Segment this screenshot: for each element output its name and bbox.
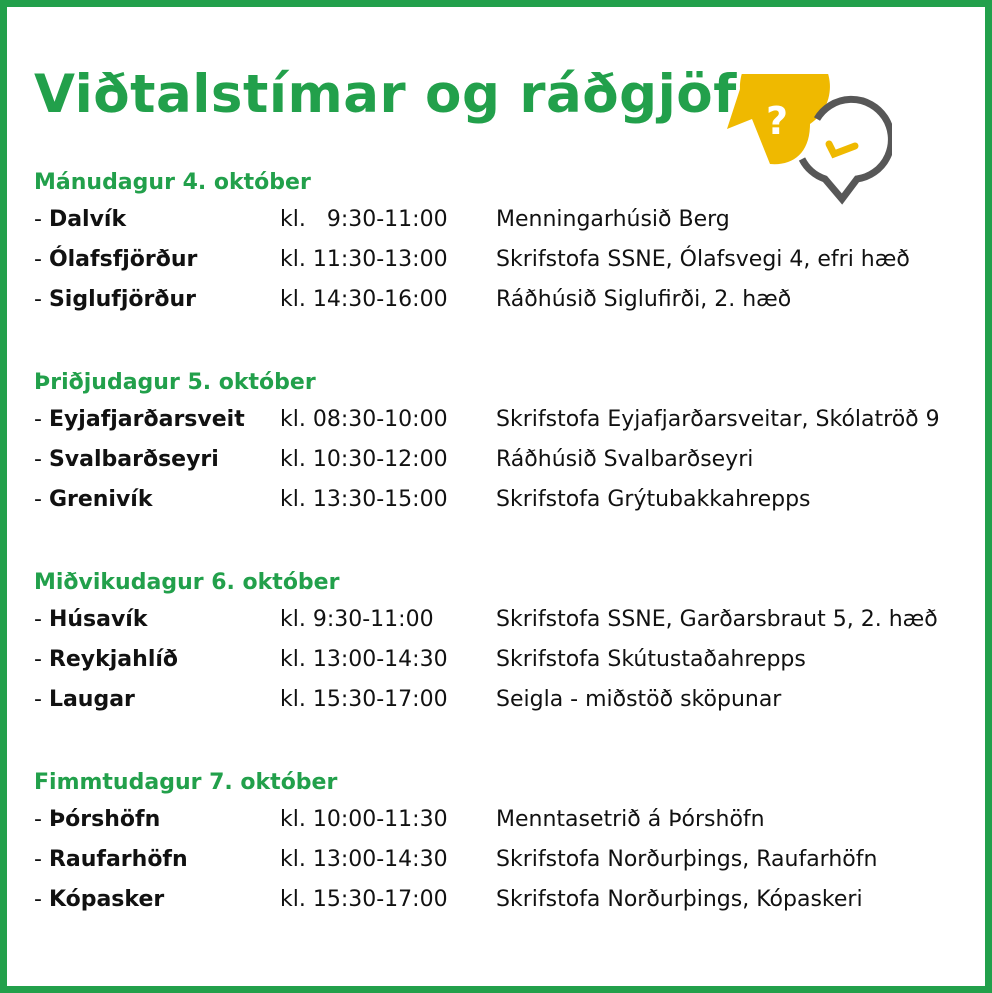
place-name: - Ólafsfjörður xyxy=(34,247,198,272)
day-heading: Mánudagur 4. október xyxy=(34,170,311,195)
place-label: Siglufjörður xyxy=(48,287,196,312)
schedule-row xyxy=(34,207,974,237)
day-heading: Fimmtudagur 7. október xyxy=(34,770,338,795)
schedule-row xyxy=(34,807,974,837)
place-label: Laugar xyxy=(48,687,135,712)
schedule-row xyxy=(34,647,974,677)
place-label: Þórshöfn xyxy=(48,807,161,832)
time-range: kl. 10:00-11:30 xyxy=(280,807,448,832)
place-name: - Laugar xyxy=(34,687,135,712)
place-label: Ólafsfjörður xyxy=(48,247,198,272)
place-name: - Svalbarðseyri xyxy=(34,447,219,472)
place-label: Kópasker xyxy=(48,887,165,912)
time-range: kl. 13:00-14:30 xyxy=(280,847,448,872)
location: Skrifstofa SSNE, Ólafsvegi 4, efri hæð xyxy=(496,247,910,272)
schedule-row xyxy=(34,607,974,637)
location: Ráðhúsið Svalbarðseyri xyxy=(496,447,754,472)
day-heading: Miðvikudagur 6. október xyxy=(34,570,340,595)
place-label: Húsavík xyxy=(48,607,148,632)
place-name: - Reykjahlíð xyxy=(34,647,179,672)
place-name: - Raufarhöfn xyxy=(34,847,188,872)
schedule-row xyxy=(34,287,974,317)
place-label: Svalbarðseyri xyxy=(48,447,219,472)
location: Menntasetrið á Þórshöfn xyxy=(496,807,765,832)
schedule-row xyxy=(34,887,974,917)
location: Skrifstofa Grýtubakkahrepps xyxy=(496,487,811,512)
location: Seigla - miðstöð sköpunar xyxy=(496,687,782,712)
time-range: kl. 9:30-11:00 xyxy=(280,607,434,632)
location: Skrifstofa Eyjafjarðarsveitar, Skólatröð 9 xyxy=(496,407,940,432)
time-range: kl. 11:30-13:00 xyxy=(280,247,448,272)
place-label: Eyjafjarðarsveit xyxy=(48,407,245,432)
schedule-row xyxy=(34,447,974,477)
time-range: kl. 15:30-17:00 xyxy=(280,887,448,912)
time-range: kl. 10:30-12:00 xyxy=(280,447,448,472)
place-name: - Grenivík xyxy=(34,487,153,512)
place-name: - Þórshöfn xyxy=(34,807,161,832)
schedule-row xyxy=(34,487,974,517)
schedule-row xyxy=(34,247,974,277)
chat-question-check-icon xyxy=(722,74,892,224)
place-label: Raufarhöfn xyxy=(48,847,188,872)
place-label: Grenivík xyxy=(48,487,153,512)
schedule-row xyxy=(34,407,974,437)
place-name: - Kópasker xyxy=(34,887,165,912)
place-label: Dalvík xyxy=(48,207,127,232)
location: Skrifstofa SSNE, Garðarsbraut 5, 2. hæð xyxy=(496,607,938,632)
place-name: - Siglufjörður xyxy=(34,287,196,312)
place-name: - Húsavík xyxy=(34,607,148,632)
schedule-row xyxy=(34,847,974,877)
location: Skrifstofa Skútustaðahrepps xyxy=(496,647,806,672)
location: Ráðhúsið Siglufirði, 2. hæð xyxy=(496,287,792,312)
time-range: kl. 08:30-10:00 xyxy=(280,407,448,432)
time-range: kl. 14:30-16:00 xyxy=(280,287,448,312)
schedule-row xyxy=(34,687,974,717)
place-label: Reykjahlíð xyxy=(48,647,179,672)
time-range: kl. 15:30-17:00 xyxy=(280,687,448,712)
time-range: kl. 9:30-11:00 xyxy=(280,207,448,232)
time-range: kl. 13:30-15:00 xyxy=(280,487,448,512)
location: Skrifstofa Norðurþings, Kópaskeri xyxy=(496,887,863,912)
place-name: - Eyjafjarðarsveit xyxy=(34,407,245,432)
day-heading: Þriðjudagur 5. október xyxy=(34,370,316,395)
location: Menningarhúsið Berg xyxy=(496,207,730,232)
location: Skrifstofa Norðurþings, Raufarhöfn xyxy=(496,847,878,872)
svg-text:?: ? xyxy=(765,99,789,143)
page-title: Viðtalstímar og ráðgjöf xyxy=(34,64,737,125)
time-range: kl. 13:00-14:30 xyxy=(280,647,448,672)
place-name: - Dalvík xyxy=(34,207,127,232)
